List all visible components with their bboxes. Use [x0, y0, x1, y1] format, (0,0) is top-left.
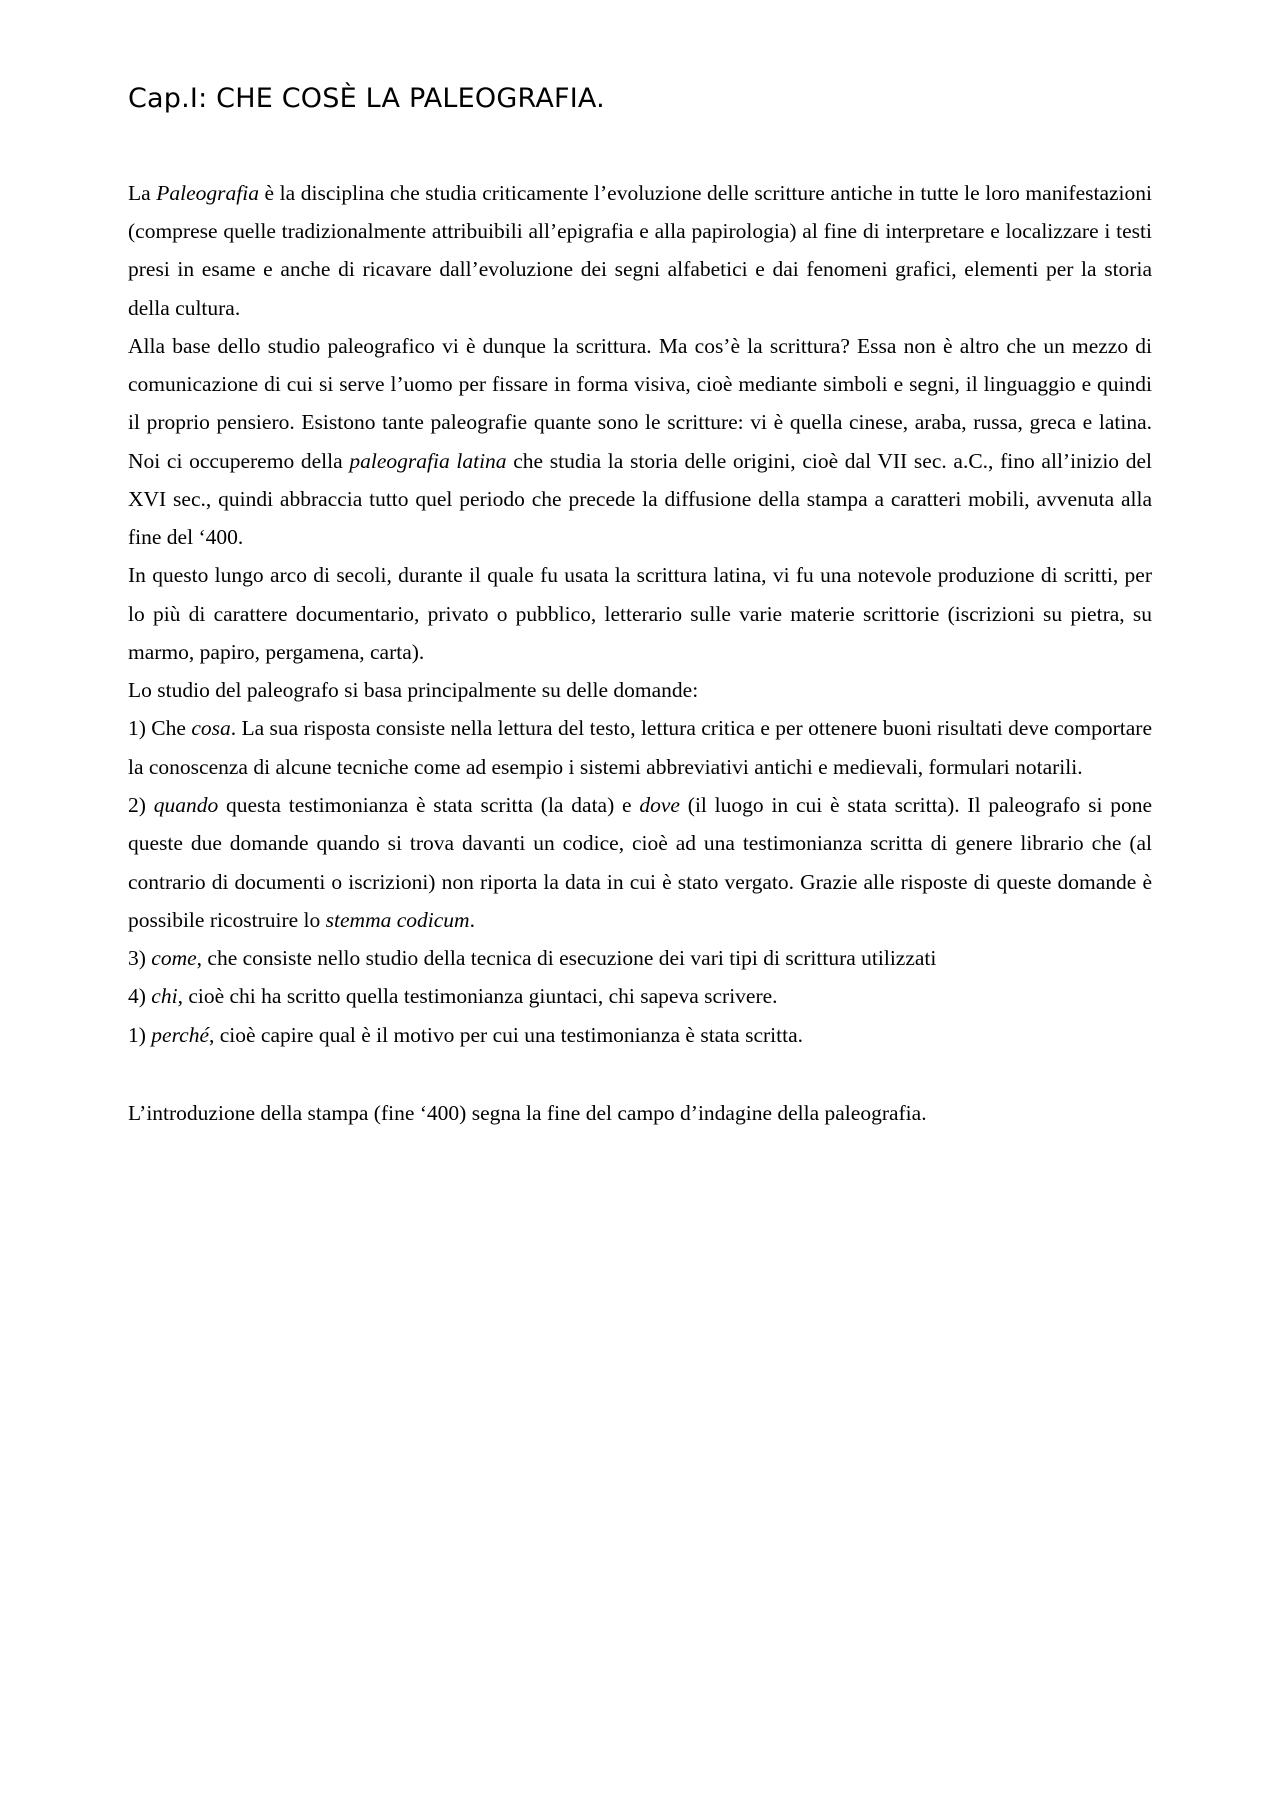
text-segment: 1) Che	[128, 716, 192, 741]
text-segment: La	[128, 180, 157, 205]
text-segment: 4)	[128, 984, 152, 1009]
emphasis-paleografia: Paleografia	[156, 180, 259, 205]
text-segment: questa testimonianza è stata scritta (la data) e	[218, 793, 640, 817]
paragraph-scrittura	[128, 327, 1152, 557]
paragraph-conclusione: L’introduzione della stampa (fine ‘400) segna la fine del campo d’indagine della paleografia.	[128, 1100, 927, 1125]
text-segment: .	[469, 907, 475, 932]
text-segment: Alla base dello studio paleografico vi è dunque la scrittura. Ma cos’è la scrittura? Essa non è altro che un mezzo di comunicazione di cui si serve l’uomo per fissare in forma visiva, cioè mediante simboli e segni, il linguaggio e quindi il proprio pensiero. Esistono tante paleografie quante sono le scritture: vi è quella cinese, araba, russa, greca e latina. Noi ci occuperemo della	[128, 333, 1152, 473]
paragraph-produzione: In questo lungo arco di secoli, durante il quale fu usata la scrittura latina, vi fu una notevole produzione di scritti, per lo più di carattere documentario, privato o pubblico, letterario sulle varie materie scrittorie (iscrizioni su pietra, su marmo, papiro, pergamena, carta).	[128, 563, 1152, 664]
emphasis-quando: quando	[153, 793, 219, 817]
list-item-come	[128, 939, 1152, 977]
text-segment: che studia la storia delle origini, cioè dal VII sec. a.C., fino all’inizio del XVI sec., quindi abbraccia tutto quel periodo che precede la diffusione della stampa a caratteri mobili, avvenuta alla fine del ‘400.	[128, 448, 1153, 550]
text-segment: , cioè chi ha scritto quella testimonianza giuntaci, chi sapeva scrivere.	[177, 984, 778, 1009]
emphasis-come: come	[151, 946, 197, 971]
text-segment: 3)	[128, 946, 152, 971]
paragraph-spacer	[128, 1054, 1152, 1094]
emphasis-perche: perché	[151, 1022, 209, 1047]
paragraph-domande-intro: Lo studio del paleografo si basa principalmente su delle domande:	[128, 678, 699, 703]
list-item-chi	[128, 977, 1152, 1015]
list-item-che-cosa	[128, 709, 1152, 786]
document-body	[128, 174, 1152, 1132]
emphasis-dove: dove	[639, 793, 680, 817]
paragraph-definition	[128, 174, 1152, 327]
text-segment: 1)	[128, 1022, 152, 1047]
text-segment: , cioè capire qual è il motivo per cui una testimonianza è stata scritta.	[209, 1022, 804, 1047]
emphasis-paleografia-latina: paleografia latina	[349, 448, 507, 473]
emphasis-cosa: cosa	[191, 716, 231, 741]
text-segment: , che consiste nello studio della tecnica di esecuzione dei vari tipi di scrittura utilizzati	[196, 946, 937, 971]
page-title: Cap.I: CHE COSÈ LA PALEOGRAFIA.	[128, 83, 605, 114]
text-segment: 2)	[128, 793, 154, 817]
text-segment: (il luogo in cui è stata scritta). Il paleografo si pone queste due domande quando si trova davanti un codice, cioè ad una testimonianza scritta di genere librario che (al contrario di documenti o iscrizioni) non riporta la data in cui è stato vergato. Grazie alle risposte di queste domande è possibile ricostruire lo	[128, 793, 1153, 932]
emphasis-chi: chi	[151, 984, 178, 1009]
list-item-perche	[128, 1016, 1152, 1054]
emphasis-stemma-codicum: stemma codicum	[325, 907, 470, 932]
list-item-quando-dove	[128, 786, 1152, 939]
text-segment: è la disciplina che studia criticamente l’evoluzione delle scritture antiche in tutte le loro manifestazioni (comprese quelle tradizionalmente attribuibili all’epigrafia e alla papirologia) al fine di interpretare e localizzare i testi presi in esame e anche di ricavare dall’evoluzione dei segni alfabetici e dai fenomeni grafici, elementi per la storia della cultura.	[128, 180, 1152, 320]
text-segment: . La sua risposta consiste nella lettura del testo, lettura critica e per ottenere buoni risultati deve comportare la conoscenza di alcune tecniche come ad esempio i sistemi abbreviativi antichi e medievali, formulari notarili.	[128, 716, 1152, 779]
